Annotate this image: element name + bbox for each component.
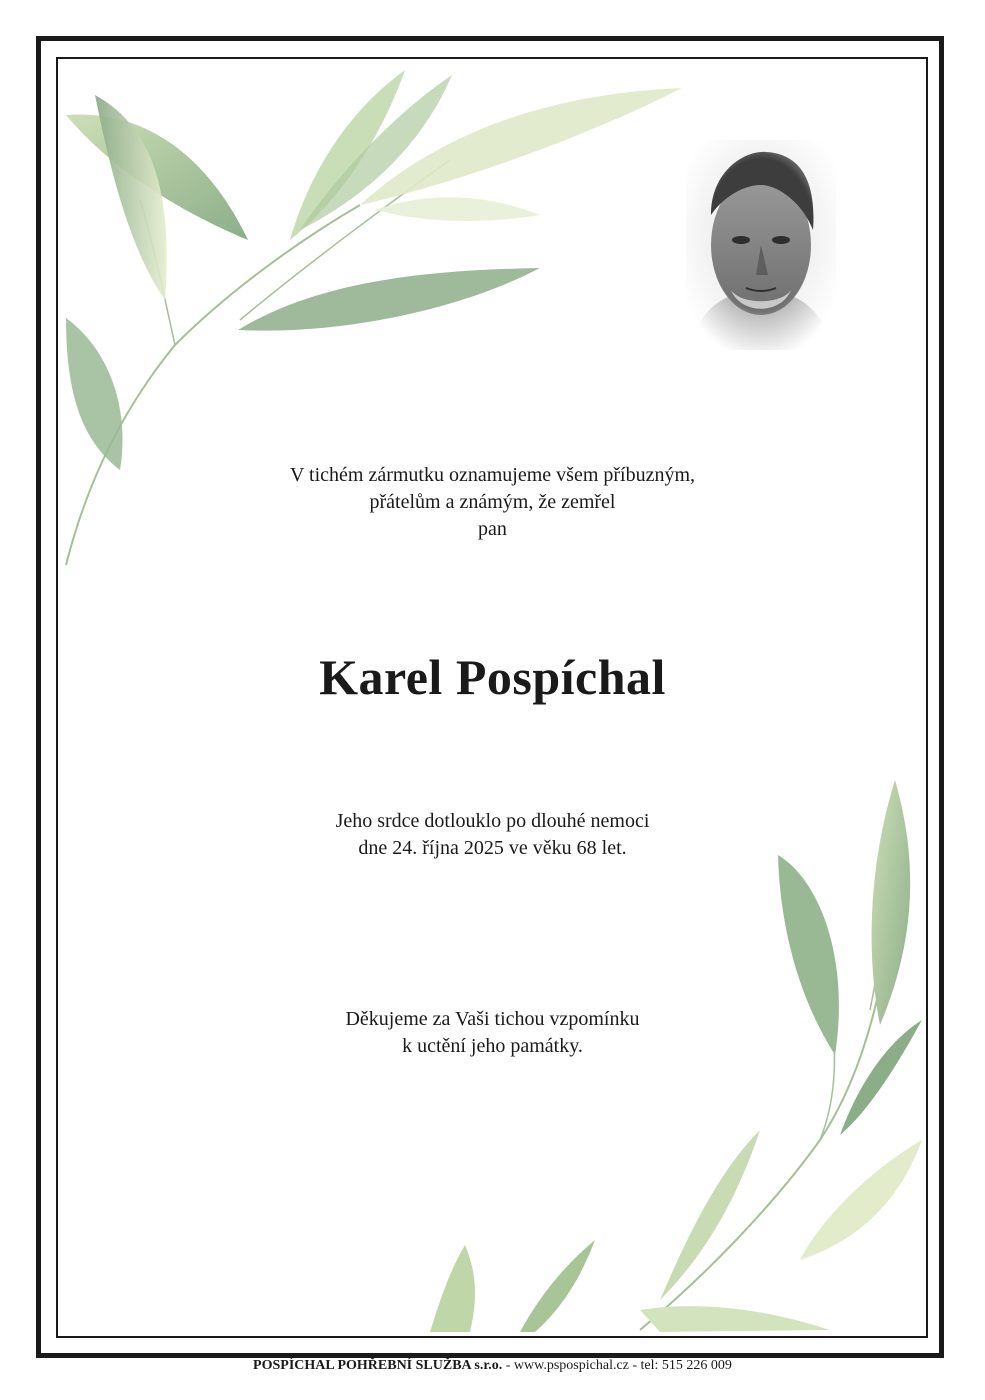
intro-line: V tichém zármutku oznamujeme všem příbuzným, <box>289 464 696 486</box>
footer-company: POSPÍCHAL POHŘEBNÍ SLUŽBA s.r.o. <box>253 1358 503 1373</box>
footer-contact: - www.pspospichal.cz - tel: 515 226 009 <box>502 1358 732 1373</box>
death-line: dne 24. října 2025 ve věku 68 let. <box>358 837 627 859</box>
death-text <box>0 808 985 862</box>
thanks-line: Děkujeme za Vaši tichou vzpomínku <box>345 1008 640 1030</box>
portrait-photo <box>686 140 836 350</box>
intro-line: pan <box>478 518 507 540</box>
deceased-name: Karel Pospíchal <box>319 649 666 705</box>
intro-text <box>0 462 985 543</box>
thanks-text <box>0 1006 985 1060</box>
thanks-line: k uctění jeho památky. <box>402 1035 583 1057</box>
intro-line: přátelům a známým, že zemřel <box>369 491 616 513</box>
footer <box>0 1358 985 1374</box>
death-line: Jeho srdce dotlouklo po dlouhé nemoci <box>335 810 650 832</box>
